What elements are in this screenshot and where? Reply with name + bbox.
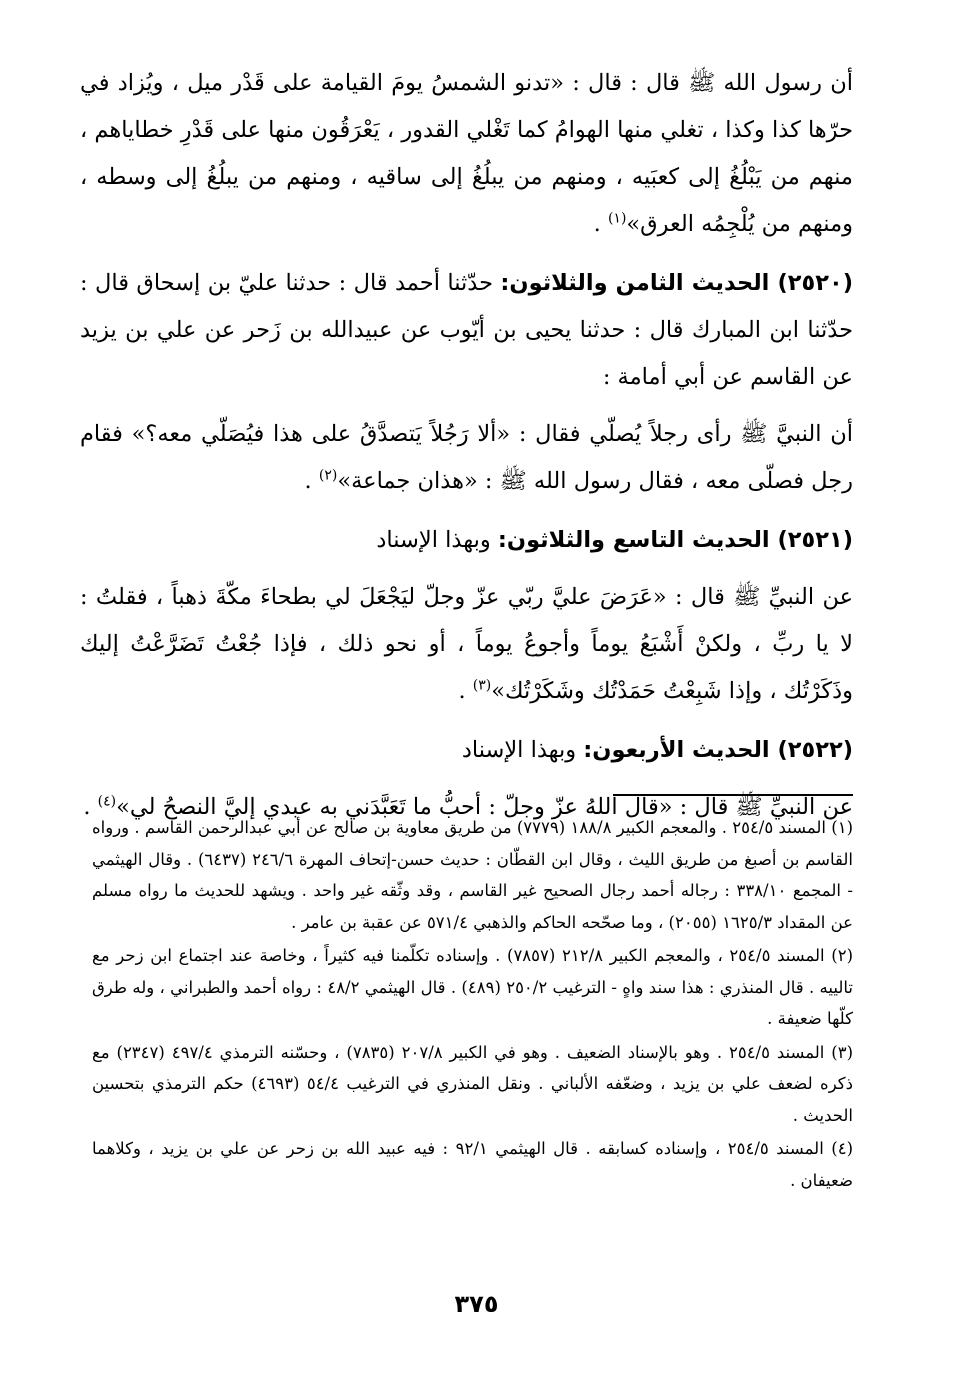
isnad-text: وبهذا الإسناد [376, 527, 491, 553]
hadith-2522-isnad [80, 727, 853, 774]
hadith-heading: (٢٥٢٢) الحديث الأربعون: [583, 737, 853, 763]
hadith-2521-isnad [80, 517, 853, 564]
hadith-heading: (٢٥٢٠) الحديث الثامن والثلاثون: [500, 270, 853, 296]
hadith-2522-matn: عن النبيِّ ﷺ قال : «قال اللهُ عزّ وجلّ : أحبُّ ما تَعَبَّدَني به عبدي إليَّ النصحُ لي»$^{(٤)}$ . [83, 793, 853, 820]
main-text [80, 60, 853, 843]
hadith-2520-matn: أن النبيَّ ﷺ رأى رجلاً يُصلّي فقال : «ألا رَجُلاً يَتصدَّقُ على هذا فيُصَلّي معه؟» فقام رجل فصلّى معه ، فقال رسول الله ﷺ : «هذان جماعة»$^{(٢)}$ . [80, 421, 853, 494]
footnote-2: (٢) المسند ٢٥٤/٥ ، والمعجم الكبير ٢١٢/٨ (٧٨٥٧) . وإسناده تكلّمنا فيه كثيراً ، وخاصة عند اجتماع ابن زحر مع تالييه . قال المنذري : هذا سند واهٍ - الترغيب ٢٥٠/٢ (٤٨٩) . قال الهيثمي ٤٨/٢ : رواه أحمد والطبراني ، وله طرق كلّها ضعيفة . [92, 946, 853, 1028]
hadith-text: عن النبيِّ ﷺ قال : «عَرَضَ عليَّ ربّي عزّ وجلّ ليَجْعَلَ لي بطحاءَ مكّةَ ذهباً ، فقلتُ : لا يا ربِّ ، ولكنْ أَشْبَعُ يوماً وأجوعُ يوماً ، أو نحو ذلك ، فإذا جُعْتُ تَضَرَّعْتُ إليك وذَكَرْتُك ، وإذا شَبِعْتُ حَمَدْتُك وشَكَرْتُك» [80, 584, 853, 704]
page-number: ٣٧٥ [454, 1290, 499, 1318]
hadith-text: عن النبيِّ ﷺ قال : «قال اللهُ عزّ وجلّ : أحبُّ ما تَعَبَّدَني به عبدي إليَّ النصحُ لي» [116, 794, 853, 820]
isnad-text: حدّثنا أحمد قال : حدثنا عليّ بن إسحاق قال : حدّثنا ابن المبارك قال : حدثنا يحيى بن أيّوب عن عبيدالله بن زَحر عن علي بن يزيد عن القاسم عن أبي أمامة : [80, 270, 853, 390]
isnad-text: وبهذا الإسناد [461, 737, 577, 763]
footnotes [92, 812, 853, 1198]
hadith-heading: (٢٥٢١) الحديث التاسع والثلاثون: [497, 527, 853, 553]
footnote-ref: (٣) [472, 677, 492, 694]
footnote-4: (٤) المسند ٢٥٤/٥ ، وإسناده كسابقه . قال الهيثمي ٩٢/١ : فيه عبيد الله بن زحر عن علي بن يزيد ، وكلاهما ضعيفان . [92, 1139, 854, 1190]
footnote-3: (٣) المسند ٢٥٤/٥ . وهو بالإسناد الضعيف . وهو في الكبير ٢٠٧/٨ (٧٨٣٥) ، وحسّنه الترمذي ٤٩٧/٤ (٢٣٤٧) مع ذكره لضعف علي بن يزيد ، وضعّفه الألباني . ونقل المنذري في الترغيب ٥٤/٤ (٤٦٩٣) حكم الترمذي بتحسين الحديث . [92, 1042, 853, 1125]
footnote-ref: (٢) [318, 467, 338, 484]
footnote-ref: (٤) [97, 793, 117, 810]
footnote-ref: (١) [607, 210, 627, 227]
hadith-2520-isnad [80, 260, 853, 401]
footnote-1: (١) المسند ٢٥٤/٥ . والمعجم الكبير ١٨٨/٨ (٧٧٧٩) من طريق معاوية بن صالح عن أبي عبدالرحمن القاسم . ورواه القاسم بن أصبغ من طريق الليث ، وقال ابن القطّان : حديث حسن-إتحاف المهرة ٢٤٦/٦ (٦٤٣٧) . وقال الهيثمي - المجمع ٣٣٨/١٠ : رجاله أحمد رجال الصحيح غير القاسم ، وقد وثّقه غير واحد . ويشهد للحديث ما رواه مسلم عن المقداد ١٦٢٥/٣ (٢٠٥٥) ، وما صحّحه الحاكم والذهبي ٥٧١/٤ عن عقبة بن عامر . [92, 818, 854, 932]
hadith-text: أن النبيَّ ﷺ رأى رجلاً يُصلّي فقال : «ألا رَجُلاً يَتصدَّقُ على هذا فيُصَلّي معه؟» فقام رجل فصلّى معه ، فقال رسول الله ﷺ : «هذان جماعة» [80, 421, 853, 494]
hadith-2519-tail: أن رسول الله ﷺ قال : قال : «تدنو الشمسُ يومَ القيامة على قَدْر ميل ، ويُزاد في حرّها كذا وكذا ، تغلي منها الهوامُ كما تَغْلي القدور ، يَعْرَقُون منها على قَدْرِ خطاياهم ، منهم من يَبْلُغُ إلى كعبَيه ، ومنهم من يبلُغُ إلى ساقيه ، ومنهم من يبلُغُ إلى وسطه ، ومنهم من يُلْجِمُه العرق»$^{(١)}$ . [79, 70, 853, 237]
hadith-2521-matn: عن النبيِّ ﷺ قال : «عَرَضَ عليَّ ربّي عزّ وجلّ ليَجْعَلَ لي بطحاءَ مكّةَ ذهباً ، فقلتُ : لا يا ربِّ ، ولكنْ أَشْبَعُ يوماً وأجوعُ يوماً ، أو نحو ذلك ، فإذا جُعْتُ تَضَرَّعْتُ إليك وذَكَرْتُك ، وإذا شَبِعْتُ حَمَدْتُك وشَكَرْتُك»$^{(٣)}$ . [80, 584, 853, 704]
footnote-separator [613, 794, 853, 796]
hadith-text: أن رسول الله ﷺ قال : قال : «تدنو الشمسُ يومَ القيامة على قَدْر ميل ، ويُزاد في حرّها كذا وكذا ، تغلي منها الهوامُ كما تَغْلي القدور ، يَعْرَقُون منها على قَدْرِ خطاياهم ، منهم من يَبْلُغُ إلى كعبَيه ، ومنهم من يبلُغُ إلى ساقيه ، ومنهم من يبلُغُ إلى وسطه ، ومنهم من يُلْجِمُه العرق» [79, 70, 853, 237]
